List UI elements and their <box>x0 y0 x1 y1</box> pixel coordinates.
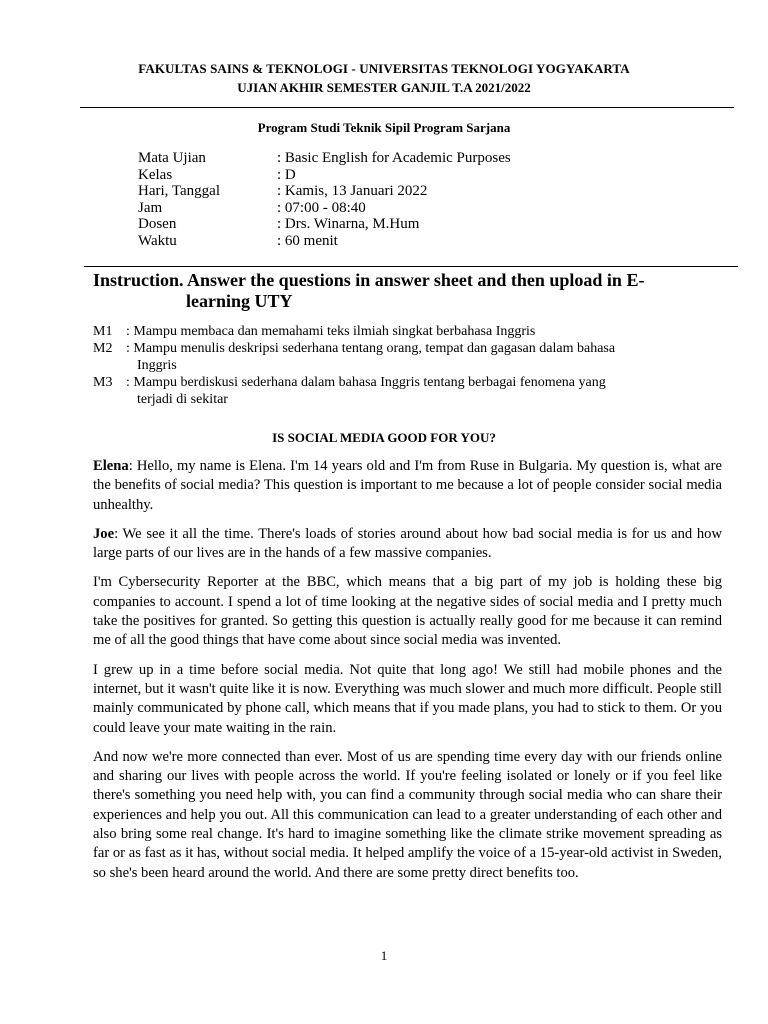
exam-info-row <box>138 183 511 200</box>
exam-info-value: : 07:00 - 08:40 <box>277 199 366 216</box>
objective-text: : Mampu berdiskusi sederhana dalam bahasa Inggris tentang berbagai fenomena yang terjadi di sekitar <box>126 375 606 407</box>
faculty-header: FAKULTAS SAINS & TEKNOLOGI - UNIVERSITAS TEKNOLOGI YOGYAKARTA <box>138 61 630 76</box>
paragraph-elena: Elena: Hello, my name is Elena. I'm 14 years old and I'm from Ruse in Bulgaria. My question is, what are the benefits of social media? This question is important to me because a lot of people consider social media unhealthy. <box>93 458 722 513</box>
exam-info-label: Kelas <box>138 166 173 183</box>
objective-code: M2 <box>93 341 113 356</box>
instruction-line: Instruction. Answer the questions in answer sheet and then upload in E- <box>93 270 645 290</box>
objective-item <box>93 323 713 340</box>
speaker-name: Elena <box>93 458 129 474</box>
exam-info-row <box>138 167 511 184</box>
exam-info-row <box>138 200 511 217</box>
exam-info-row <box>138 216 511 233</box>
exam-title: UJIAN AKHIR SEMESTER GANJIL T.A 2021/2022 <box>237 80 531 95</box>
speaker-name: Joe <box>93 525 115 542</box>
exam-info-label: Jam <box>138 199 163 216</box>
exam-info-value: : Kamis, 13 Januari 2022 <box>277 183 428 199</box>
paragraph: I grew up in a time before social media. Not quite that long ago! We still had mobile phones and the internet, but it wasn't quite like it is now. Everything was much slower and much more difficult. People still mainly communicated by phone call, which means that if you made plans, you had to stick to them. Or you could leave your mate waiting in the rain. <box>93 661 722 736</box>
objective-code: M3 <box>93 375 113 390</box>
exam-info-value: : 60 menit <box>277 232 338 249</box>
header-divider <box>80 107 734 108</box>
exam-info-row <box>138 150 511 167</box>
program-title: Program Studi Teknik Sipil Program Sarjana <box>257 120 511 135</box>
exam-info-table <box>138 150 511 249</box>
exam-info-value: : Basic English for Academic Purposes <box>277 150 511 166</box>
objective-code: M1 <box>93 324 113 339</box>
paragraph-joe: Joe: We see it all the time. There's loads of stories around about how bad social media is for us and how large parts of our lives are in the hands of a few massive companies. <box>93 525 722 562</box>
instruction-line: learning UTY <box>186 291 293 311</box>
exam-info-label: Dosen <box>138 216 177 232</box>
article-title: IS SOCIAL MEDIA GOOD FOR YOU? <box>272 430 496 445</box>
paragraph: And now we're more connected than ever. Most of us are spending time every day with our friends online and sharing our lives with people across the world. If you're feeling isolated or lonely or if you feel like there's something you need help with, you can find a community through social media who can share their experiences and help you out. All this communication can lead to a greater understanding of each other and also bring some real change. It's hard to imagine something like the climate strike movement spreading as far or as fast as it has, without social media. It helped amplify the voice of a 15-year-old activist in Sweden, so she's been heard around the world. And there are some pretty direct benefits too. <box>93 748 722 881</box>
objective-item <box>93 340 713 374</box>
instruction-heading <box>93 270 693 312</box>
exam-info-value: : Drs. Winarna, M.Hum <box>277 216 420 232</box>
exam-info-label: Mata Ujian <box>138 150 206 166</box>
objective-text: : Mampu membaca dan memahami teks ilmiah singkat berbahasa Inggris <box>126 324 536 339</box>
exam-info-value: : D <box>277 166 296 183</box>
exam-info-label: Hari, Tanggal <box>138 183 220 199</box>
page-number: 1 <box>380 948 388 963</box>
objectives-list <box>93 323 713 408</box>
paragraph: I'm Cybersecurity Reporter at the BBC, which means that a big part of my job is holding these big companies to account. I spend a lot of time looking at the negative sides of social media and I pretty much take the positives for granted. So getting this question is actually really good for me because it can remind me of all the good things that have come about since social media was invented. <box>93 574 722 649</box>
exam-info-row <box>138 233 511 250</box>
article-body <box>93 457 722 893</box>
objective-text: : Mampu menulis deskripsi sederhana tentang orang, tempat dan gagasan dalam bahasa Inggris <box>126 341 616 373</box>
exam-info-label: Waktu <box>138 232 177 249</box>
section-divider <box>84 266 738 267</box>
objective-item <box>93 374 713 408</box>
